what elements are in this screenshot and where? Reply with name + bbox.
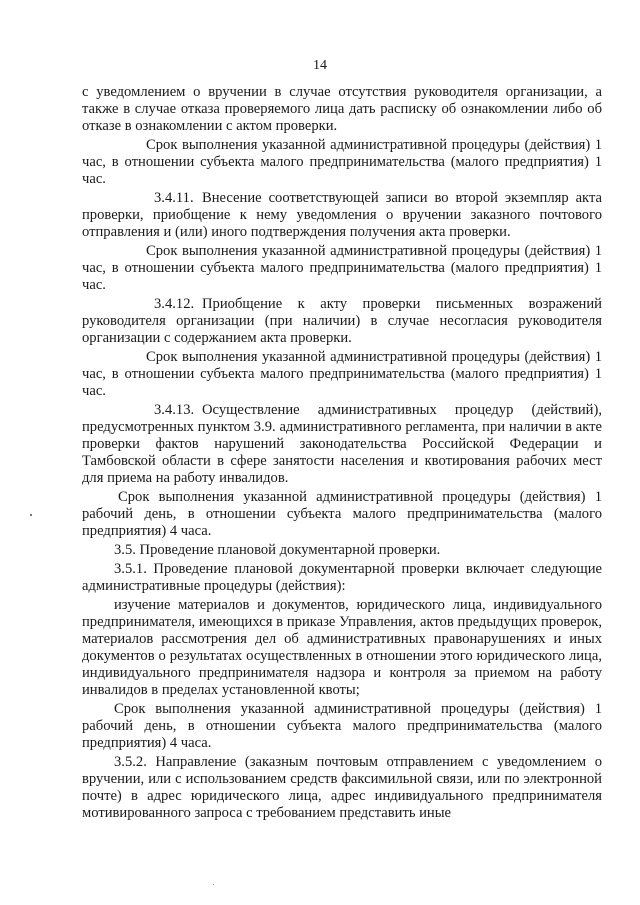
clause-number: 3.4.13. xyxy=(154,402,195,418)
paragraph: Срок выполнения указанной административной процедуры (действия) 1 рабочий день, в отношении субъекта малого предпринимательства (малого предприятия) 4 часа. xyxy=(82,701,602,751)
clause-text: Внесение соответствующей записи во второй экземпляр акта проверки, приобщение к нему уведомления о вручении заказного почтового отправления и (или) иного подтверждения получения акта проверки. xyxy=(82,190,602,240)
paragraph: с уведомлением о вручении в случае отсутствия руководителя организации, а также в случае отказа проверяемого лица дать расписку об ознакомлении либо об отказе в ознакомлении с актом проверки. xyxy=(82,84,602,134)
clause-text: Приобщение к акту проверки письменных возражений руководителя организации (при наличии) в случае несогласия руководителя организации с содержанием акта проверки. xyxy=(82,296,602,346)
paragraph: 3.5.1. Проведение плановой документарной проверки включает следующие административные процедуры (действия): xyxy=(82,561,602,594)
paragraph: изучение материалов и документов, юридического лица, индивидуального предпринимателя, имеющихся в приказе Управления, актов предыдущих проверок, материалов рассмотрения дел об административных правонарушениях и иных документов о результатах осуществленных в отношении этого юридического лица, индивидуального предпринимателя надзора и контроля за приемом на работу инвалидов в пределах установленной квоты; xyxy=(82,597,602,698)
paragraph xyxy=(82,402,602,487)
clause-number: 3.4.11. xyxy=(154,190,194,206)
paragraph: Срок выполнения указанной административной процедуры (действия) 1 рабочий день, в отношении субъекта малого предпринимательства (малого предприятия) 4 часа. xyxy=(82,489,602,539)
page-number: 14 xyxy=(313,58,327,73)
paragraph: Срок выполнения указанной административной процедуры (действия) 1 час, в отношении субъекта малого предпринимательства (малого предприятия) 1 час. xyxy=(82,349,602,399)
clause-number: 3.4.12. xyxy=(154,296,195,312)
paragraph xyxy=(82,296,602,347)
paragraph: Срок выполнения указанной административной процедуры (действия) 1 час, в отношении субъекта малого предпринимательства (малого предприятия) 1 час. xyxy=(82,243,602,293)
paragraph: 3.5.2. Направление (заказным почтовым отправлением с уведомлением о вручении, или с использованием средств факсимильной связи, или по электронной почте) в адрес юридического лица, адрес индивидуального предпринимателя мотивированного запроса с требованием представить иные xyxy=(82,754,602,821)
clause-text: Осуществление административных процедур (действий), предусмотренных пунктом 3.9. административного регламента, при наличии в акте проверки фактов нарушений законодательства Российской Федерации и Тамбовской области в сфере занятости населения и квотирования рабочих мест для приема на работу инвалидов. xyxy=(82,402,602,486)
paragraph: Срок выполнения указанной административной процедуры (действия) 1 час, в отношении субъекта малого предпринимательства (малого предприятия) 1 час. xyxy=(82,137,602,187)
section-heading: 3.5. Проведение плановой документарной проверки. xyxy=(114,542,441,558)
scan-speck xyxy=(213,884,214,885)
paragraph xyxy=(82,190,602,241)
scan-speck xyxy=(30,514,32,516)
document-body xyxy=(82,84,602,824)
